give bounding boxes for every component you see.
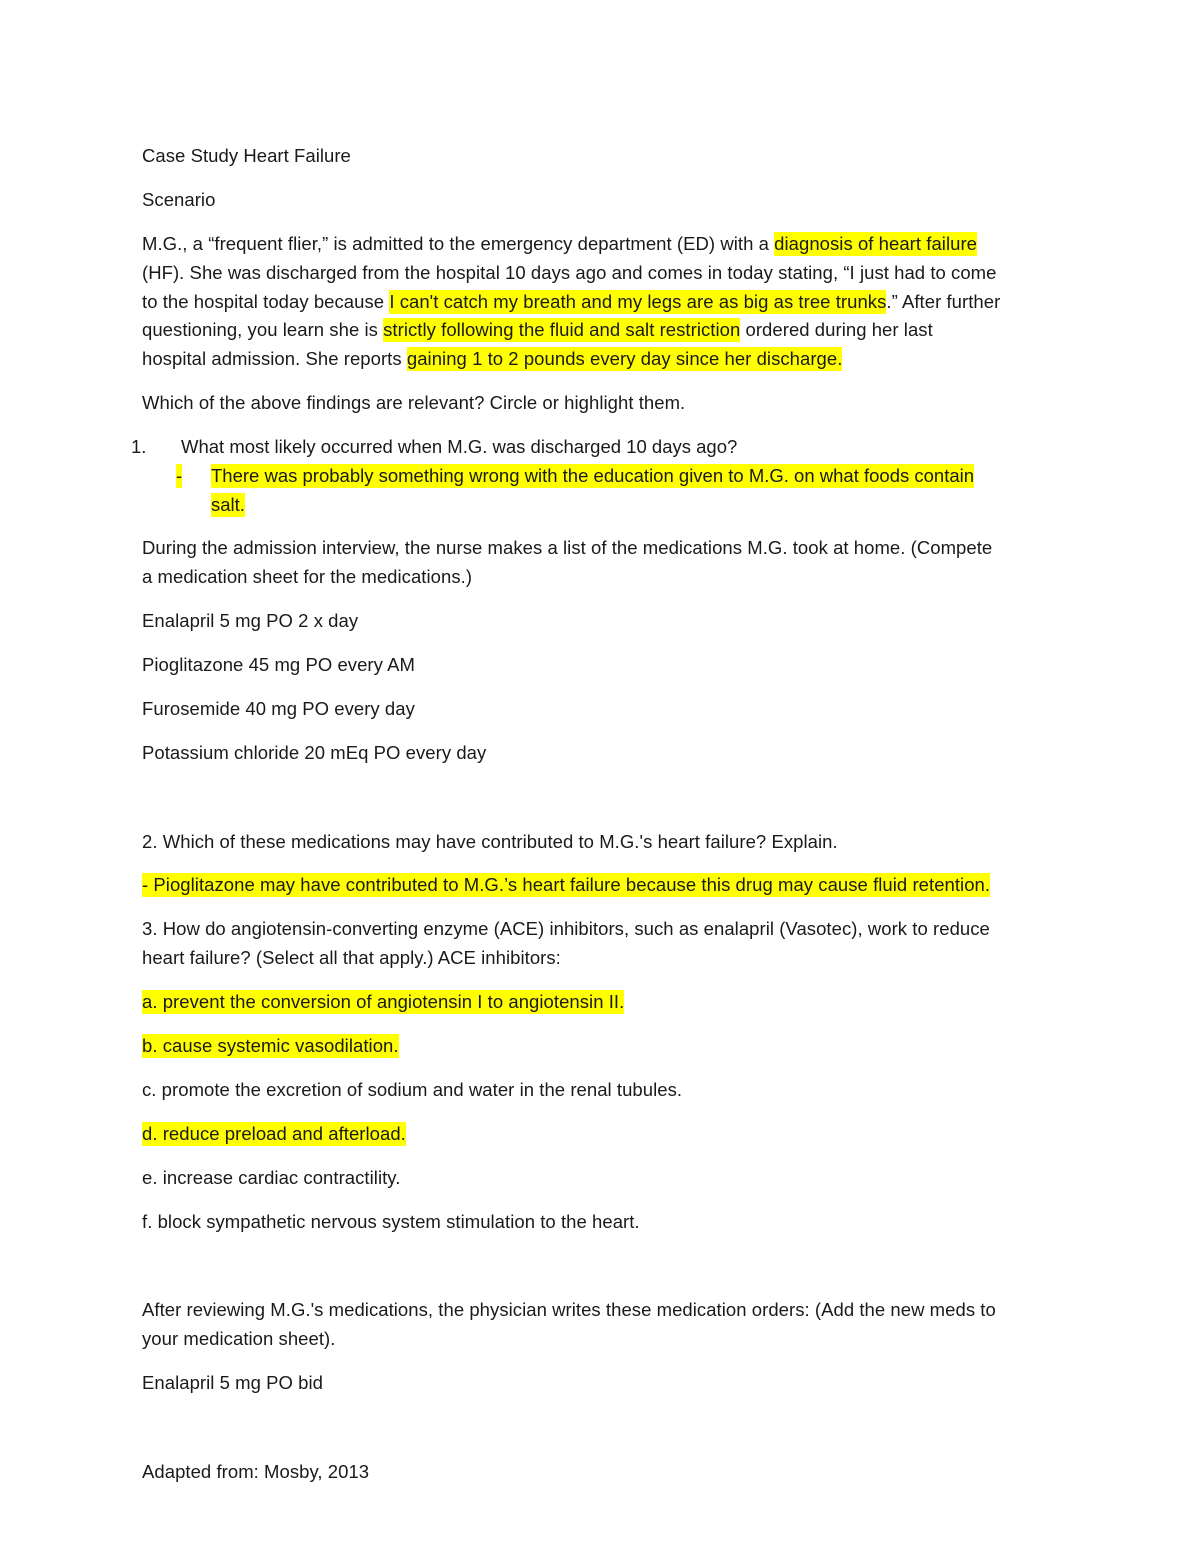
section-heading: Scenario bbox=[142, 189, 216, 210]
scenario-line bbox=[142, 347, 842, 371]
highlighted-finding: I can't catch my breath and my legs are as big as tree trunks bbox=[389, 291, 887, 312]
question-3-option-d: d. reduce preload and afterload. bbox=[142, 1123, 406, 1144]
question-3-option-e: e. increase cardiac contractility. bbox=[142, 1167, 401, 1188]
new-medication-order: Enalapril 5 mg PO bid bbox=[142, 1372, 324, 1393]
question-1-answer: There was probably something wrong with the education given to M.G. on what foods contain bbox=[211, 465, 975, 486]
scenario-text: questioning, you learn she is bbox=[142, 319, 384, 340]
page-footer: Adapted from: Mosby, 2013 bbox=[142, 1461, 370, 1482]
scenario-text: hospital admission. She reports bbox=[142, 348, 407, 369]
scenario-text: to the hospital today because bbox=[142, 291, 390, 312]
medication-item: Pioglitazone 45 mg PO every AM bbox=[142, 654, 415, 675]
highlighted-finding: strictly following the fluid and salt restriction bbox=[383, 319, 741, 340]
admission-paragraph: a medication sheet for the medications.) bbox=[142, 566, 473, 587]
scenario-line bbox=[142, 232, 977, 256]
question-3-option-f: f. block sympathetic nervous system stimulation to the heart. bbox=[142, 1211, 640, 1232]
question-3-option-a: a. prevent the conversion of angiotensin I to angiotensin II. bbox=[142, 991, 625, 1012]
question-2-text: 2. Which of these medications may have contributed to M.G.'s heart failure? Explain. bbox=[142, 831, 838, 852]
highlighted-finding: gaining 1 to 2 pounds every day since her discharge. bbox=[406, 348, 843, 369]
scenario-line bbox=[142, 318, 933, 342]
scenario-text: .” After further bbox=[886, 291, 1001, 312]
question-3-text: 3. How do angiotensin-converting enzyme (ACE) inhibitors, such as enalapril (Vasotec), work to reduce bbox=[142, 918, 990, 939]
relevant-findings-question: Which of the above findings are relevant? Circle or highlight them. bbox=[142, 392, 686, 413]
medication-item: Enalapril 5 mg PO 2 x day bbox=[142, 610, 359, 631]
medication-item: Furosemide 40 mg PO every day bbox=[142, 698, 415, 719]
document-title: Case Study Heart Failure bbox=[142, 145, 351, 166]
question-1-number: 1. bbox=[131, 436, 147, 457]
orders-paragraph: your medication sheet). bbox=[142, 1328, 336, 1349]
admission-paragraph: During the admission interview, the nurse makes a list of the medications M.G. took at home. (Compete bbox=[142, 537, 993, 558]
scenario-line: (HF). She was discharged from the hospital 10 days ago and comes in today stating, “I just had to come bbox=[142, 262, 997, 283]
question-3-option-b: b. cause systemic vasodilation. bbox=[142, 1035, 399, 1056]
question-2-answer: - Pioglitazone may have contributed to M.G.’s heart failure because this drug may cause fluid retention. bbox=[142, 874, 991, 895]
scenario-text: ordered during her last bbox=[740, 319, 933, 340]
medication-item: Potassium chloride 20 mEq PO every day bbox=[142, 742, 487, 763]
highlighted-finding: diagnosis of heart failure bbox=[774, 233, 978, 254]
orders-paragraph: After reviewing M.G.'s medications, the physician writes these medication orders: (Add the new meds to bbox=[142, 1299, 996, 1320]
question-3-text: heart failure? (Select all that apply.) ACE inhibitors: bbox=[142, 947, 561, 968]
question-1-answer: salt. bbox=[211, 494, 245, 515]
scenario-line bbox=[142, 290, 1000, 314]
question-3-option-c: c. promote the excretion of sodium and water in the renal tubules. bbox=[142, 1079, 683, 1100]
question-1-text: What most likely occurred when M.G. was discharged 10 days ago? bbox=[181, 436, 738, 457]
answer-bullet-dash: - bbox=[176, 465, 183, 486]
scenario-text: M.G., a “frequent flier,” is admitted to the emergency department (ED) with a bbox=[142, 233, 775, 254]
